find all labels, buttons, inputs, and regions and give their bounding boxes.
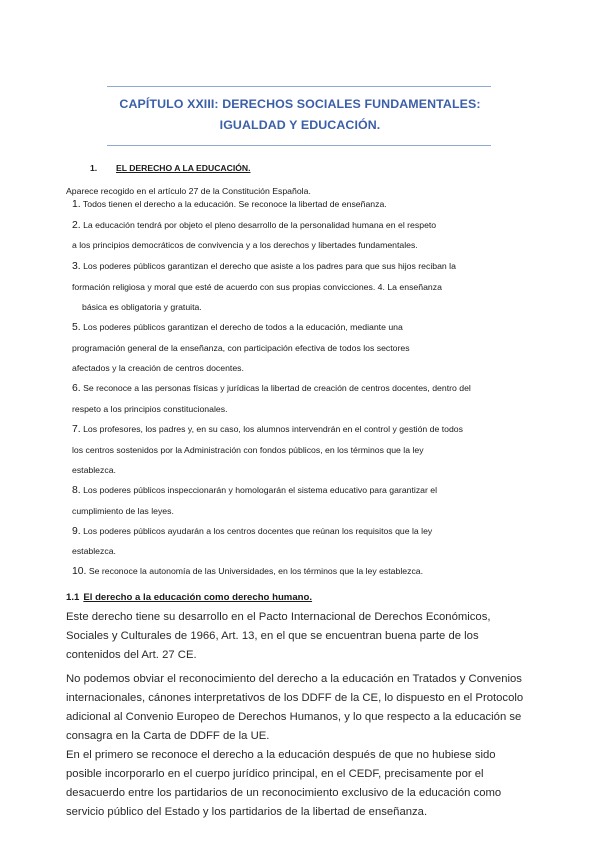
article-line <box>72 343 410 354</box>
subsection-number: 1.1 <box>66 592 80 603</box>
article-item-number: 10. <box>72 566 87 577</box>
body-line: Sociales y Culturales de 1966, Art. 13, en el que se encuentran buena parte de los <box>66 630 479 642</box>
article-line-text: cumplimiento de las leyes. <box>72 506 174 516</box>
body-line: contenidos del Art. 27 CE. <box>66 649 197 661</box>
article-line <box>72 383 471 394</box>
article-line <box>82 302 202 313</box>
section-heading <box>90 163 250 173</box>
article-line-text: establezca. <box>72 465 116 475</box>
article-line <box>72 261 456 272</box>
article-line-text: respeto a los principios constitucionales. <box>72 404 228 414</box>
article-item-number: 5. <box>72 322 81 333</box>
article-line <box>72 220 436 231</box>
article-line-text: establezca. <box>72 546 116 556</box>
body-line: posible incorporarlo en el cuerpo jurídico principal, en el CEDF, precisamente por el <box>66 768 484 780</box>
article-line-text: a los principios democráticos de convivencia y a los derechos y libertades fundamentales. <box>72 240 418 250</box>
body-line: adicional al Convenio Europeo de Derechos Humanos, y lo que respecto a la educación se <box>66 711 522 723</box>
section-title: EL DERECHO A LA EDUCACIÓN. <box>116 163 251 173</box>
body-line: internacionales, cánones interpretativos de los DDFF de la CE, lo dispuesto en el Protocolo <box>66 692 524 704</box>
article-line <box>72 465 116 476</box>
body-line: Este derecho tiene su desarrollo en el Pacto Internacional de Derechos Económicos, <box>66 611 491 623</box>
article-line <box>72 566 423 577</box>
body-line: servicio público del Estado y los partidarios de la libertad de enseñanza. <box>66 806 428 818</box>
intro-text: Aparece recogido en el artículo 27 de la Constitución Española. <box>66 186 311 196</box>
article-line-text: Los poderes públicos inspeccionarán y homologarán el sistema educativo para garantizar el <box>80 485 438 495</box>
article-line-text: Se reconoce la autonomía de las Universidades, en los términos que la ley establezca. <box>86 566 424 576</box>
body-line: No podemos obviar el reconocimiento del derecho a la educación en Tratados y Convenios <box>66 673 522 685</box>
body-line: desacuerdo entre los partidarios de un reconocimiento exclusivo de la educación como <box>66 787 502 799</box>
article-line <box>72 404 228 415</box>
subsection-title: El derecho a la educación como derecho humano. <box>83 592 313 603</box>
header-bottom-rule <box>107 145 491 146</box>
article-line-text: Los poderes públicos ayudarán a los centros docentes que reúnan los requisitos que la ley <box>80 526 433 536</box>
article-line-text: Se reconoce a las personas físicas y jurídicas la libertad de creación de centros docentes, dentro del <box>80 383 471 393</box>
article-line-text: afectados y la creación de centros docentes. <box>72 363 244 373</box>
article-item-number: 1. <box>72 199 81 210</box>
body-line: En el primero se reconoce el derecho a la educación después de que no hubiese sido <box>66 749 496 761</box>
article-line-text: Los profesores, los padres y, en su caso, los alumnos intervendrán en el control y gestión de todos <box>80 424 463 434</box>
section-number: 1. <box>90 163 98 173</box>
article-line-text: La educación tendrá por objeto el pleno desarrollo de la personalidad humana en el respeto <box>80 220 437 230</box>
article-item-number: 7. <box>72 424 81 435</box>
header-top-rule <box>107 86 491 87</box>
article-item-number: 8. <box>72 485 81 496</box>
article-line <box>72 526 432 537</box>
chapter-title-line-1: CAPÍTULO XXIII: DERECHOS SOCIALES FUNDAMENTALES: <box>119 97 481 111</box>
article-line-text: programación general de la enseñanza, con participación efectiva de todos los sectores <box>72 343 410 353</box>
article-line <box>72 445 424 456</box>
article-line <box>72 506 174 517</box>
subsection-heading <box>66 592 312 603</box>
article-item-number: 9. <box>72 526 81 537</box>
body-line: consagra en la Carta de DDFF de la UE. <box>66 730 270 742</box>
article-line <box>72 282 442 293</box>
chapter-title-line-2: IGUALDAD Y EDUCACIÓN. <box>219 118 381 132</box>
article-item-number: 3. <box>72 261 81 272</box>
article-line-text: los centros sostenidos por la Administración con fondos públicos, en los términos que la ley <box>72 445 424 455</box>
article-line-text: básica es obligatoria y gratuita. <box>82 302 202 312</box>
article-line-text: Los poderes públicos garantizan el derecho de todos a la educación, mediante una <box>80 322 403 332</box>
article-line <box>72 199 387 210</box>
article-line <box>72 322 403 333</box>
article-line <box>72 363 244 374</box>
article-line-text: Todos tienen el derecho a la educación. Se reconoce la libertad de enseñanza. <box>80 199 387 209</box>
article-line <box>72 424 463 435</box>
article-line-text: Los poderes públicos garantizan el derecho que asiste a los padres para que sus hijos reciban la <box>80 261 456 271</box>
article-line <box>72 546 116 557</box>
article-item-number: 2. <box>72 220 81 231</box>
article-line <box>72 485 437 496</box>
article-line <box>72 240 418 251</box>
article-item-number: 6. <box>72 383 81 394</box>
article-line-text: formación religiosa y moral que esté de acuerdo con sus propias convicciones. 4. La enseñanza <box>72 282 442 292</box>
